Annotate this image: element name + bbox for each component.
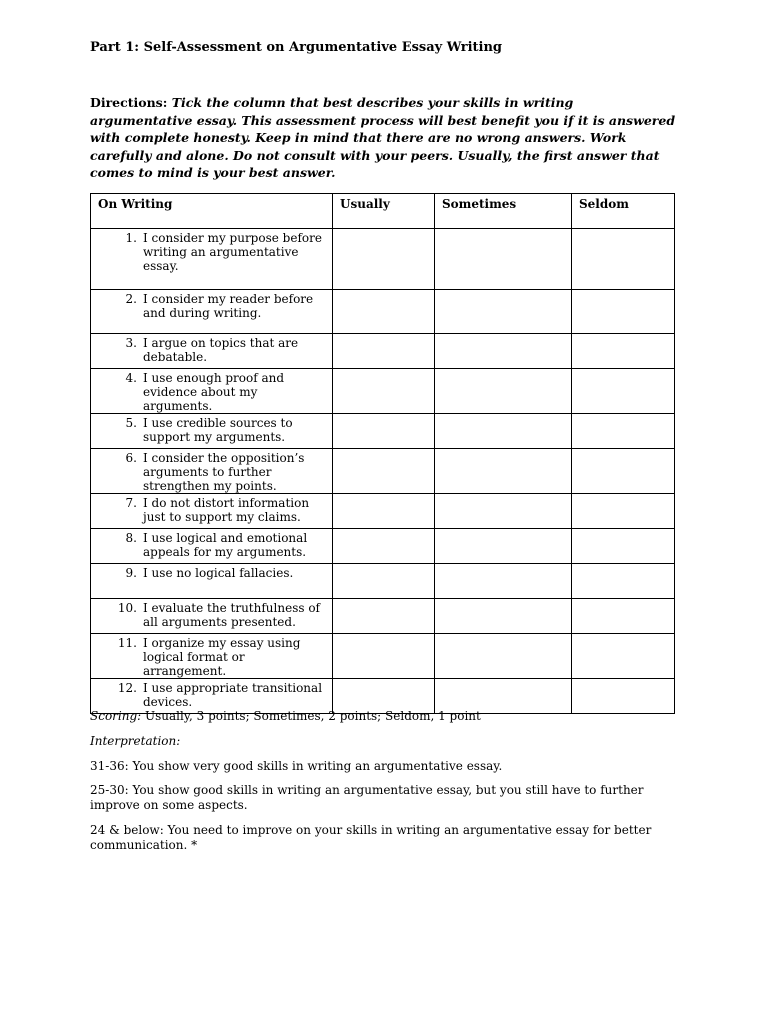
assessment-table xyxy=(90,193,675,714)
tick-cell-usually[interactable] xyxy=(333,229,435,290)
table-header-row xyxy=(91,194,675,229)
tick-cell-usually[interactable] xyxy=(333,529,435,564)
statement-cell xyxy=(91,414,333,449)
item-text: I consider my purpose before writing an argumentative essay. xyxy=(143,231,322,273)
tick-cell-seldom[interactable] xyxy=(572,529,675,564)
statement-cell xyxy=(91,529,333,564)
tick-cell-usually[interactable] xyxy=(333,290,435,334)
item-text: I use appropriate transitional devices. xyxy=(143,681,323,709)
statement-cell xyxy=(91,494,333,529)
header-usually: Usually xyxy=(333,194,435,229)
tick-cell-sometimes[interactable] xyxy=(435,290,572,334)
statement-cell xyxy=(91,229,333,290)
tick-cell-seldom[interactable] xyxy=(572,229,675,290)
item-number: 1. xyxy=(125,231,137,245)
table-row xyxy=(91,529,675,564)
item-number: 7. xyxy=(125,496,137,510)
page-title: Part 1: Self-Assessment on Argumentative Essay Writing xyxy=(90,40,503,55)
tick-cell-seldom[interactable] xyxy=(572,414,675,449)
statement-cell xyxy=(91,599,333,634)
table-row xyxy=(91,599,675,634)
tick-cell-usually[interactable] xyxy=(333,369,435,414)
item-number: 11. xyxy=(117,636,137,650)
scoring-text: Usually, 3 points; Sometimes, 2 points; Seldom, 1 point xyxy=(141,709,481,723)
tick-cell-usually[interactable] xyxy=(333,564,435,599)
item-number: 9. xyxy=(125,566,137,580)
header-seldom: Seldom xyxy=(572,194,675,229)
tick-cell-seldom[interactable] xyxy=(572,449,675,494)
table-row xyxy=(91,449,675,494)
tick-cell-sometimes[interactable] xyxy=(435,414,572,449)
item-number: 6. xyxy=(125,451,137,465)
tick-cell-seldom[interactable] xyxy=(572,494,675,529)
tick-cell-sometimes[interactable] xyxy=(435,369,572,414)
interpretation-item: 25-30: You show good skills in writing an argumentative essay, but you still have to further improve on some aspects. xyxy=(90,783,644,812)
tick-cell-sometimes[interactable] xyxy=(435,599,572,634)
tick-cell-sometimes[interactable] xyxy=(435,494,572,529)
tick-cell-sometimes[interactable] xyxy=(435,529,572,564)
statement-cell xyxy=(91,369,333,414)
tick-cell-seldom[interactable] xyxy=(572,564,675,599)
table-row xyxy=(91,290,675,334)
tick-cell-usually[interactable] xyxy=(333,599,435,634)
tick-cell-sometimes[interactable] xyxy=(435,334,572,369)
tick-cell-sometimes[interactable] xyxy=(435,634,572,679)
header-sometimes: Sometimes xyxy=(435,194,572,229)
statement-cell xyxy=(91,449,333,494)
tick-cell-sometimes[interactable] xyxy=(435,229,572,290)
tick-cell-sometimes[interactable] xyxy=(435,449,572,494)
table-row xyxy=(91,229,675,290)
item-number: 3. xyxy=(125,336,137,350)
item-text: I evaluate the truthfulness of all arguments presented. xyxy=(143,601,320,629)
statement-cell xyxy=(91,564,333,599)
tick-cell-sometimes[interactable] xyxy=(435,564,572,599)
tick-cell-usually[interactable] xyxy=(333,414,435,449)
interpretation-item: 31-36: You show very good skills in writing an argumentative essay. xyxy=(90,759,503,773)
item-text: I consider my reader before and during writing. xyxy=(143,292,314,320)
statement-cell xyxy=(91,290,333,334)
table-row xyxy=(91,369,675,414)
item-text: I organize my essay using logical format or arrangement. xyxy=(143,636,301,678)
item-text: I use logical and emotional appeals for my arguments. xyxy=(143,531,308,559)
directions-label: Directions: xyxy=(90,95,168,110)
tick-cell-seldom[interactable] xyxy=(572,369,675,414)
item-number: 5. xyxy=(125,416,137,430)
table-row xyxy=(91,564,675,599)
directions xyxy=(90,94,680,182)
tick-cell-usually[interactable] xyxy=(333,494,435,529)
statement-cell xyxy=(91,634,333,679)
interpretation-label: Interpretation: xyxy=(90,734,181,748)
tick-cell-seldom[interactable] xyxy=(572,290,675,334)
item-number: 2. xyxy=(125,292,137,306)
tick-cell-seldom[interactable] xyxy=(572,599,675,634)
table-row xyxy=(91,334,675,369)
interpretation-item: 24 & below: You need to improve on your skills in writing an argumentative essay for better communication. * xyxy=(90,823,652,852)
tick-cell-usually[interactable] xyxy=(333,634,435,679)
item-number: 8. xyxy=(125,531,137,545)
tick-cell-usually[interactable] xyxy=(333,449,435,494)
item-text: I use enough proof and evidence about my arguments. xyxy=(143,371,285,413)
item-number: 12. xyxy=(117,681,137,695)
scoring-label: Scoring: xyxy=(90,709,142,723)
directions-text: Tick the column that best describes your skills in writing argumentative essay. This assessment process will best benefit you if it is answered with complete honesty. Keep in mind that there are no wrong answers. Work carefully and alone. Do not consult with your peers. Usually, the first answer that comes to mind is your best answer. xyxy=(90,95,676,180)
item-text: I do not distort information just to support my claims. xyxy=(143,496,310,524)
item-text: I use no logical fallacies. xyxy=(143,566,294,580)
item-text: I argue on topics that are debatable. xyxy=(143,336,299,364)
header-on-writing: On Writing xyxy=(91,194,333,229)
scoring-line xyxy=(90,709,481,723)
tick-cell-seldom[interactable] xyxy=(572,634,675,679)
table-row xyxy=(91,414,675,449)
tick-cell-seldom[interactable] xyxy=(572,679,675,714)
item-number: 4. xyxy=(125,371,137,385)
tick-cell-seldom[interactable] xyxy=(572,334,675,369)
item-number: 10. xyxy=(117,601,137,615)
item-text: I consider the opposition’s arguments to further strengthen my points. xyxy=(143,451,305,493)
statement-cell xyxy=(91,334,333,369)
table-row xyxy=(91,634,675,679)
item-text: I use credible sources to support my arguments. xyxy=(143,416,293,444)
tick-cell-usually[interactable] xyxy=(333,334,435,369)
table-row xyxy=(91,494,675,529)
